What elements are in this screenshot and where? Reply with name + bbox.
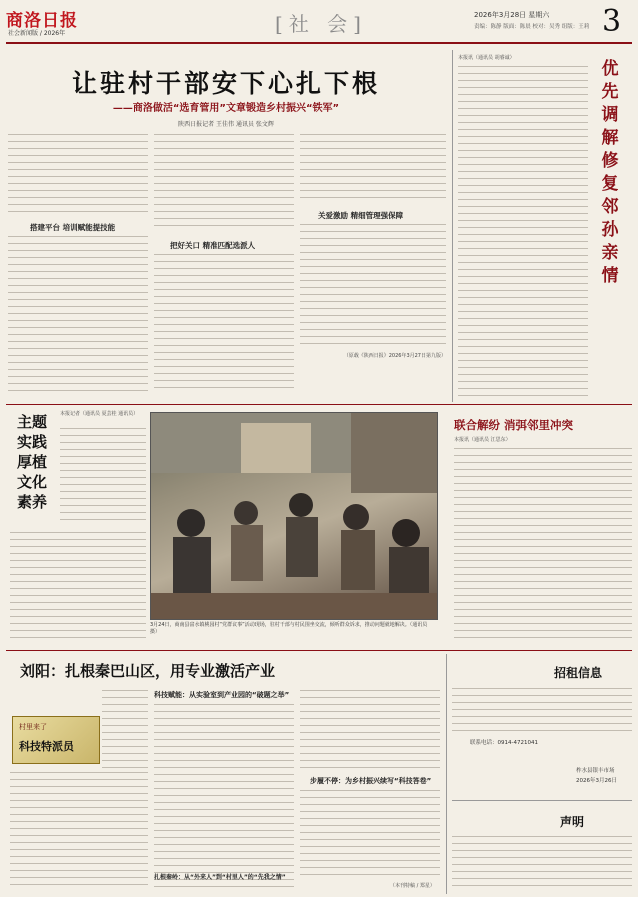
feature-credit: 本报记者（通讯员 夏芸桂 通讯员） — [60, 411, 139, 417]
union-story-body — [454, 446, 632, 642]
lower-subhead-1: 科技赋能：从实验室到产业园的“破题之举” — [154, 691, 290, 699]
divider-horizontal-mid — [6, 404, 632, 405]
feature-body-wide — [10, 530, 146, 642]
divider-vertical-classified — [446, 654, 447, 894]
photo-illustration — [151, 413, 437, 619]
rental-date: 2026年3月26日 — [576, 778, 617, 784]
issue-date: 2026年3月28日 星期六 — [474, 11, 550, 19]
lead-byline: 陕西日报记者 王佳伟 通讯员 张文辉 — [178, 121, 274, 128]
masthead — [6, 6, 632, 44]
lead-body-col1 — [8, 132, 148, 218]
right-story-credit: 本报讯（通讯员 胡睿诚） — [458, 55, 515, 61]
notice-title: 声明 — [560, 815, 585, 829]
column-tag-tech-envoy — [12, 716, 100, 764]
divider-notice — [452, 800, 632, 801]
divider-vertical-right — [452, 50, 453, 402]
union-story-credit: 本报讯（通讯员 江思东） — [454, 437, 511, 443]
lower-body-col1-top — [102, 688, 148, 768]
lead-body-col2 — [154, 132, 294, 232]
right-story-title: 优先调解 修复邻孙亲情 — [601, 59, 619, 286]
lower-body-col3-top — [300, 688, 440, 772]
lead-section2-heading: 把好关口 精准匹配选派人 — [170, 241, 256, 250]
lead-headline: 让驻村干部安下心扎下根 — [71, 69, 380, 98]
lower-subhead-2: 步履不停：为乡村振兴续写“科技答卷” — [310, 777, 432, 785]
section-title: [社 会] — [275, 12, 367, 36]
lower-headline: 刘阳：扎根秦巴山区，用专业激活产业 — [20, 662, 276, 680]
publication-line: 社会新闻版 / 2026年 — [8, 30, 66, 37]
newspaper-logo: 商洛日报 — [6, 11, 78, 31]
lower-body-col2 — [154, 702, 294, 888]
feature-body-narrow — [60, 426, 146, 526]
page-number: 3 — [602, 4, 622, 39]
column-tag-top: 村里来了 — [19, 723, 47, 731]
rental-contact-phone: 联系电话：0914-4721041 — [470, 740, 538, 746]
union-story-title: 联合解纷 消弭邻里冲突 — [454, 418, 574, 432]
news-photo-villagers-meeting — [150, 412, 438, 620]
lower-subhead-3: 扎根秦岭：从“外来人”到“村里人”的“先我之情” — [154, 874, 286, 881]
lead-section3-heading: 关爱激励 精细管理强保障 — [318, 211, 404, 220]
column-tag-bottom: 科技特派员 — [19, 740, 74, 753]
lower-credit: （本刊特稿 / 郑星） — [390, 883, 435, 889]
lead-section1-heading: 搭建平台 培训赋能提技能 — [30, 223, 116, 232]
lead-body-col2b — [154, 252, 294, 394]
lead-source-credit: （原载《陕西日报》2026年3月27日第九版） — [343, 353, 446, 359]
lead-body-col3b — [300, 222, 446, 344]
photo-caption: 3月24日，商南县富水镇桃园村“党群议事”活动现场，驻村干部与村民围坐交流，倾听群众诉求，推动问题就地解决。（通讯员 摄） — [150, 622, 428, 635]
rental-org-name: 柞水县银丰市场 — [576, 768, 615, 774]
rental-info-title: 招租信息 — [554, 666, 603, 680]
lower-body-col1 — [10, 770, 148, 890]
feature-side-title: 主题实践 厚植文化素养 — [16, 413, 47, 511]
divider-horizontal-lower — [6, 650, 632, 651]
lower-body-col3 — [300, 788, 440, 878]
lead-body-col1b — [8, 234, 148, 394]
lead-subhead: ——商洛做活“选育管用”文章锻造乡村振兴“铁军” — [112, 103, 340, 114]
notice-body — [452, 834, 632, 890]
editor-credits: 责编：陈静 版面：陈晨 校对：吴秀 组版：王莉 — [474, 24, 590, 30]
lead-body-col3 — [300, 132, 446, 202]
right-story-body — [458, 64, 588, 398]
rental-info-body — [452, 686, 632, 732]
